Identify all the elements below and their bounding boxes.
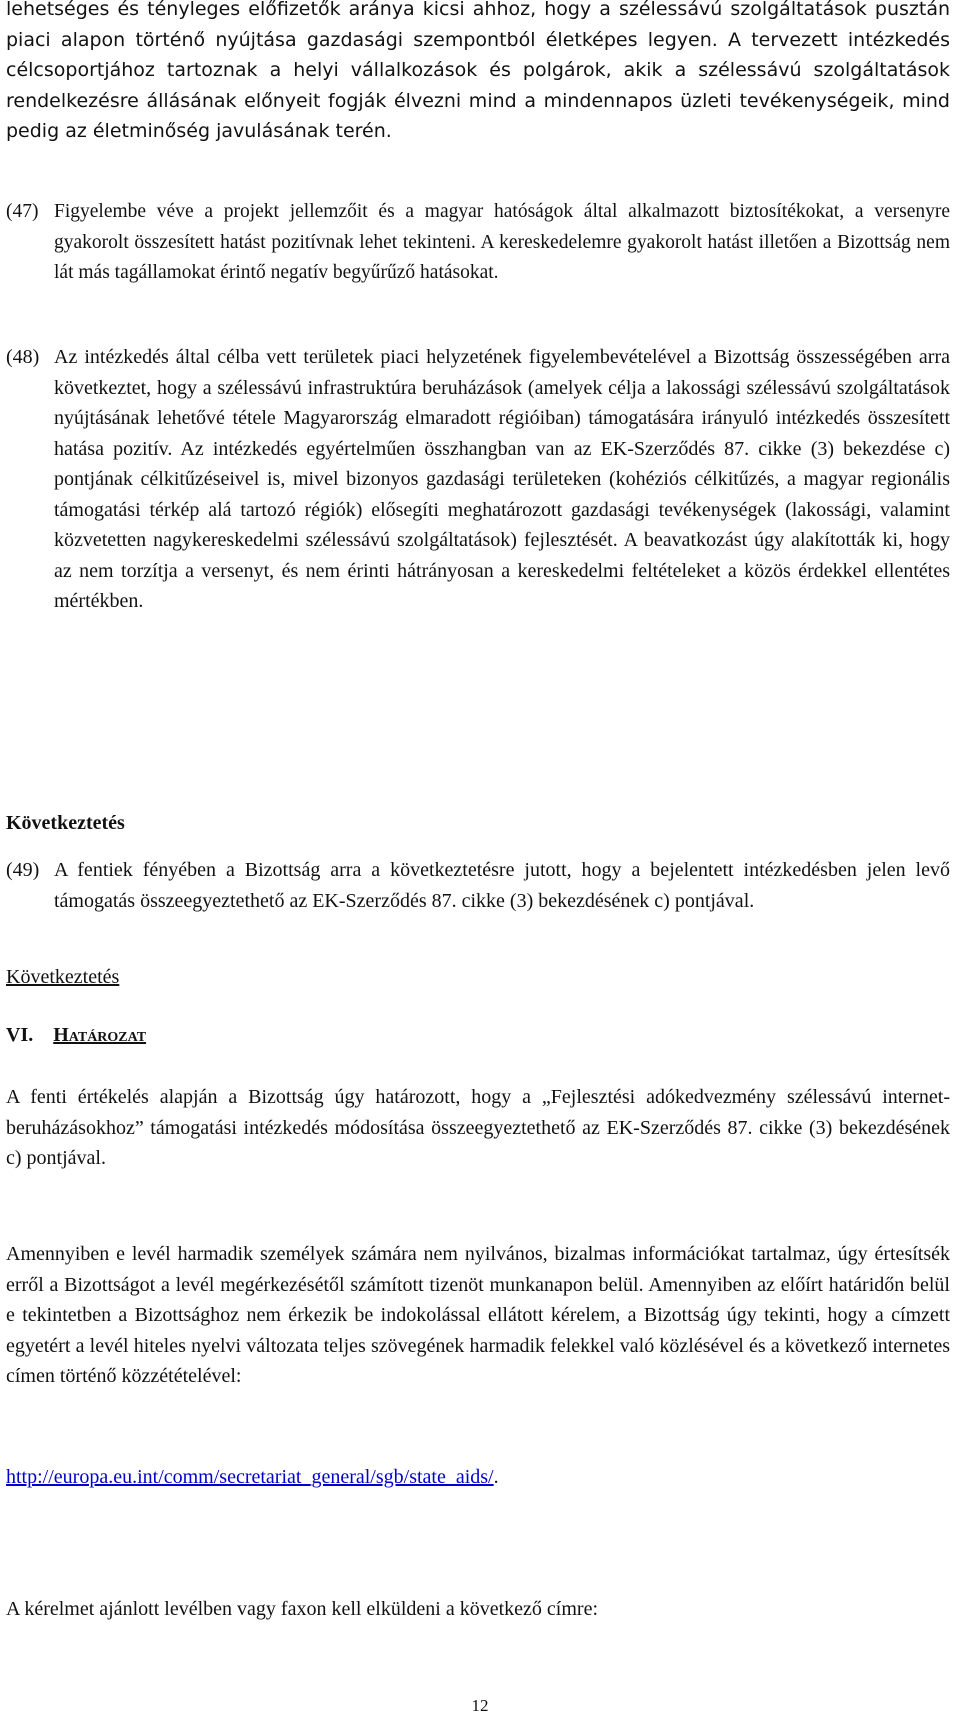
paragraph-49-text: A fentiek fényében a Bizottság arra a következtetésre jutott, hogy a bejelentett intézkedésben jelen levő támogatás összeegyeztethető az EK-Szerződés 87. cikke (3) bekezdésének c) pontjával. (54, 859, 950, 912)
paragraph-47 (6, 197, 950, 289)
section-heading (6, 1024, 146, 1047)
paragraph-48-text: Az intézkedés által célba vett területek piaci helyzetének figyelembevételével a Bizottság összességében arra következtet, hogy a szélessávú infrastruktúra beruházások (amelyek célja a lakossági szélessávú szolgáltatások nyújtásának lehetővé tétele Magyarország elmaradott régióiban) támogatására irányuló intézkedés összesített hatása pozitív. Az intézkedés egyértelműen összhangban van az EK-Szerződés 87. cikke (3) bekezdése c) pontjának célkitűzéseivel is, mivel bizonyos gazdasági területeken (kohéziós célkitűzés, a magyar regionális támogatási térkép alá tartozó régiók) elősegíti meghatározott gazdasági tevékenységek (lakossági, valamint közvetetten nagykereskedelmi szélessávú szolgáltatások) fejlesztését. A beavatkozást úgy alakították ki, hogy az nem torzítja a versenyt, és nem érinti hátrányosan a kereskedelmi feltételeket a közös érdekkel ellentétes mértékben. (54, 346, 950, 612)
confidentiality-paragraph: Amennyiben e levél harmadik személyek számára nem nyilvános, bizalmas információkat tartalmaz, úgy értesítsék erről a Bizottságot a levél megérkezésétől számított tizenöt munkanapon belül. Amennyiben az előírt határidőn belül e tekintetben a Bizottsághoz nem érkezik be indokolással ellátott kérelem, a Bizottság úgy tekinti, hogy a címzett egyetért a levél hiteles nyelvi változata teljes szövegének harmadik felekkel való közlésével és a következő internetes címen történő közzétételével: (6, 1243, 950, 1387)
page-number: 12 (471, 1696, 489, 1715)
section-title: Határozat (53, 1024, 147, 1046)
paragraph-47-text: Figyelembe véve a projekt jellemzőit és a magyar hatóságok által alkalmazott biztosítékokat, a versenyre gyakorolt összesített hatást pozitívnak lehet tekinteni. A kereskedelemre gyakorolt hatást illetően a Bizottság nem lát más tagállamokat érintő negatív begyűrűző hatásokat. (54, 201, 950, 283)
section-number: VI. (6, 1024, 34, 1046)
url-suffix: . (493, 1466, 499, 1488)
continued-paragraph-text: lehetséges és tényleges előfizetők aránya kicsi ahhoz, hogy a szélessávú szolgáltatások pusztán piaci alapon történő nyújtása gazdasági szempontból életképes legyen. A tervezett intézkedés célcsoportjához tartoznak a helyi vállalkozások és polgárok, akik a szélessávú szolgáltatások rendelkezésre állásának előnyeit fogják élvezni mind a mindennapos üzleti tevékenységeik, mind pedig az életminőség javulásának terén. (6, 0, 950, 142)
continued-paragraph (6, 0, 950, 147)
conclusion-heading: Következtetés (6, 812, 125, 834)
paragraph-49-number: (49) (6, 859, 40, 881)
paragraph-48-number: (48) (6, 346, 40, 368)
final-paragraph: A kérelmet ajánlott levélben vagy faxon kell elküldeni a következő címre: (6, 1598, 599, 1620)
paragraph-49 (6, 855, 950, 916)
conclusion-subheading: Következtetés (6, 966, 120, 988)
url-line (6, 1462, 950, 1493)
decision-paragraph: A fenti értékelés alapján a Bizottság úgy határozott, hogy a „Fejlesztési adókedvezmény szélessávú internet-beruházásokhoz” támogatási intézkedés módosítása összeegyeztethető az EK-Szerződés 87. cikke (3) bekezdésének c) pontjával. (6, 1086, 950, 1169)
state-aids-link[interactable]: http://europa.eu.int/comm/secretariat_general/sgb/state_aids/ (6, 1466, 494, 1488)
paragraph-48 (6, 342, 950, 617)
paragraph-47-number: (47) (6, 201, 39, 222)
